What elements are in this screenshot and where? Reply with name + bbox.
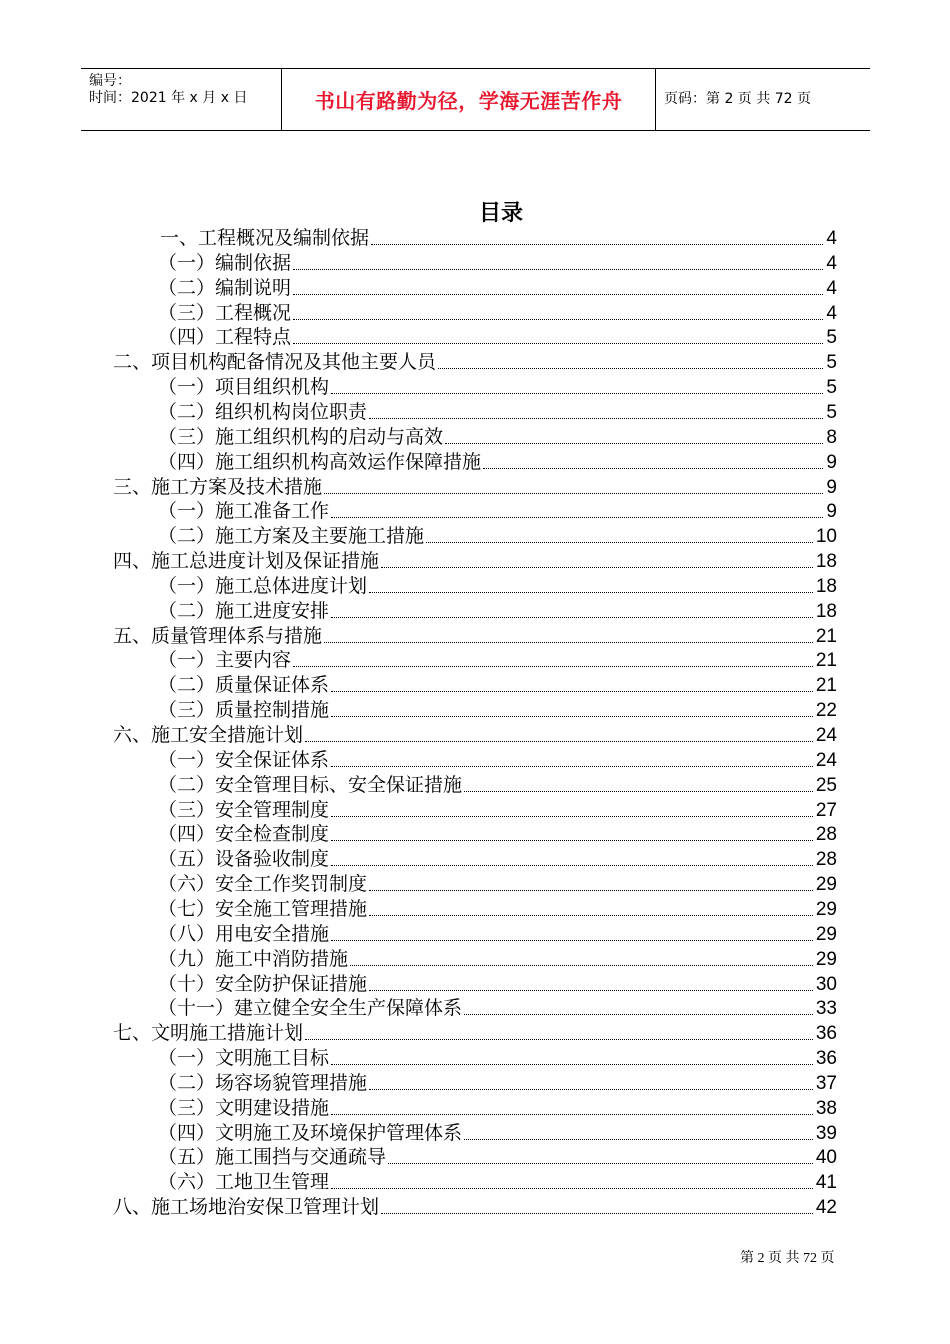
toc-entry-title: （二）场容场貌管理措施 <box>158 1071 368 1094</box>
toc-entry[interactable] <box>158 673 837 698</box>
toc-entry[interactable] <box>113 350 837 375</box>
toc-entry[interactable] <box>158 276 837 301</box>
toc-entry[interactable] <box>158 574 837 599</box>
toc-leader-dots <box>324 493 823 494</box>
toc-entry-title: （一）施工总体进度计划 <box>158 574 368 597</box>
header-motto-cell <box>282 69 655 130</box>
toc-entry-title: （二）施工方案及主要施工措施 <box>158 525 425 548</box>
toc-entry-title: （三）工程概况 <box>158 301 292 324</box>
toc-entry-page: 40 <box>815 1147 837 1169</box>
toc-entry-page: 29 <box>815 898 837 920</box>
toc-entry-page: 42 <box>815 1197 837 1219</box>
toc-entry-title: （二）组织机构岗位职责 <box>158 400 368 423</box>
toc-entry-page: 4 <box>826 252 837 274</box>
toc-entry[interactable] <box>158 1046 837 1071</box>
toc-entry-title: （三）质量控制措施 <box>158 699 330 722</box>
toc-leader-dots <box>331 393 823 394</box>
toc-entry[interactable] <box>158 251 837 276</box>
toc-entry-page: 4 <box>826 277 837 299</box>
toc-entry[interactable] <box>158 1096 837 1121</box>
toc-entry-title: （五）设备验收制度 <box>158 848 330 871</box>
toc-entry-page: 28 <box>815 849 837 871</box>
toc-entry[interactable] <box>158 972 837 997</box>
toc-leader-dots <box>388 1163 813 1164</box>
toc-leader-dots <box>381 1213 813 1214</box>
toc-entry[interactable] <box>158 798 837 823</box>
toc-entry-page: 28 <box>815 824 837 846</box>
toc-leader-dots <box>331 1064 813 1065</box>
toc-entry-page: 9 <box>826 476 837 498</box>
toc-entry-title: （四）文明施工及环境保护管理体系 <box>158 1121 463 1144</box>
toc-entry-page: 21 <box>815 650 837 672</box>
toc-entry-page: 5 <box>826 327 837 349</box>
toc-entry-title: （一）安全保证体系 <box>158 748 330 771</box>
toc-leader-dots <box>324 642 813 643</box>
toc-leader-dots <box>293 319 823 320</box>
toc-entry-title: （四）施工组织机构高效运作保障措施 <box>158 450 482 473</box>
toc-entry-title: 五、质量管理体系与措施 <box>113 624 323 647</box>
toc-entry[interactable] <box>158 698 837 723</box>
toc-entry-page: 8 <box>826 426 837 448</box>
toc-entry-title: （四）工程特点 <box>158 326 292 349</box>
toc-leader-dots <box>369 990 813 991</box>
toc-entry[interactable] <box>158 499 837 524</box>
toc-entry[interactable] <box>158 872 837 897</box>
header-page-cell <box>656 69 870 130</box>
toc-leader-dots <box>305 741 813 742</box>
header-meta-cell <box>81 69 281 130</box>
toc-entry[interactable] <box>158 847 837 872</box>
toc-entry[interactable] <box>113 723 837 748</box>
toc-entry[interactable] <box>158 773 837 798</box>
toc-leader-dots <box>369 890 813 891</box>
toc-entry[interactable] <box>158 524 837 549</box>
toc-entry-page: 39 <box>815 1122 837 1144</box>
toc-entry[interactable] <box>158 400 837 425</box>
toc-entry-title: （六）工地卫生管理 <box>158 1171 330 1194</box>
toc-entry-page: 30 <box>815 973 837 995</box>
toc-leader-dots <box>331 1114 813 1115</box>
toc-entry-page: 18 <box>815 575 837 597</box>
toc-entry[interactable] <box>113 1195 837 1220</box>
toc-entry-page: 9 <box>826 451 837 473</box>
toc-entry[interactable] <box>158 922 837 947</box>
header-page-label: 页码：第 2 页 共 72 页 <box>664 91 811 107</box>
toc-entry[interactable] <box>158 450 837 475</box>
toc-leader-dots <box>483 468 823 469</box>
toc-entry[interactable] <box>158 897 837 922</box>
toc-entry-title: 六、施工安全措施计划 <box>113 724 304 746</box>
toc-entry-title: （十一）建立健全安全生产保障体系 <box>158 997 463 1020</box>
toc-leader-dots <box>369 1089 813 1090</box>
toc-leader-dots <box>331 840 813 841</box>
toc-entry-title: （一）文明施工目标 <box>158 1047 330 1070</box>
toc-leader-dots <box>369 592 813 593</box>
toc-entry-page: 10 <box>815 526 837 548</box>
toc-entry-page: 4 <box>826 228 837 249</box>
toc-leader-dots <box>331 940 813 941</box>
toc-entry[interactable] <box>113 624 837 649</box>
toc-entry-title: （九）施工中消防措施 <box>158 947 349 970</box>
toc-leader-dots <box>331 716 813 717</box>
toc-leader-dots <box>305 1039 813 1040</box>
toc-entry-title: （二）施工进度安排 <box>158 599 330 622</box>
toc-entry[interactable] <box>158 1170 837 1195</box>
toc-entry[interactable] <box>158 996 837 1021</box>
toc-entry-page: 29 <box>815 874 837 896</box>
toc-entry-page: 41 <box>815 1172 837 1194</box>
toc-entry[interactable] <box>158 301 837 326</box>
toc-entry-title: 三、施工方案及技术措施 <box>113 475 323 498</box>
toc-entry-title: （三）文明建设措施 <box>158 1096 330 1119</box>
toc-leader-dots <box>293 666 813 667</box>
toc-entry-title: 四、施工总进度计划及保证措施 <box>113 550 380 573</box>
toc-entry-page: 38 <box>815 1097 837 1119</box>
toc-leader-dots <box>293 269 823 270</box>
toc-leader-dots <box>331 816 813 817</box>
toc-entry[interactable] <box>158 748 837 773</box>
toc-leader-dots <box>445 443 823 444</box>
toc-entry[interactable] <box>158 599 837 624</box>
toc-entry-title: 二、项目机构配备情况及其他主要人员 <box>113 351 437 374</box>
toc-entry-page: 5 <box>826 401 837 423</box>
toc-leader-dots <box>350 965 813 966</box>
toc-leader-dots <box>464 1014 813 1015</box>
toc-entry-page: 33 <box>815 998 837 1020</box>
toc-entry[interactable] <box>158 425 837 450</box>
toc-leader-dots <box>331 766 813 767</box>
toc-leader-dots <box>331 517 823 518</box>
toc-entry[interactable] <box>160 226 837 251</box>
page-footer: 第 2 页 共 72 页 <box>740 1251 835 1266</box>
toc-leader-dots <box>464 1139 813 1140</box>
toc-title: 目录 <box>478 201 523 226</box>
toc-entry-page: 25 <box>815 774 837 796</box>
page-header <box>81 68 870 131</box>
toc-entry-page: 24 <box>815 725 837 746</box>
toc-leader-dots <box>369 418 823 419</box>
toc-entry-page: 21 <box>815 625 837 647</box>
toc-entry-title: （十）安全防护保证措施 <box>158 972 368 995</box>
toc-entry-title: 一、工程概况及编制依据 <box>160 227 370 249</box>
toc-entry-page: 36 <box>815 1048 837 1070</box>
toc-entry-title: （五）施工围挡与交通疏导 <box>158 1146 387 1169</box>
toc-leader-dots <box>438 368 823 369</box>
toc-entry[interactable] <box>158 375 837 400</box>
toc-entry-title: （二）安全管理目标、安全保证措施 <box>158 773 463 796</box>
toc-entry-title: （二）编制说明 <box>158 276 292 299</box>
toc-entry-title: （一）主要内容 <box>158 649 292 672</box>
toc-leader-dots <box>331 617 813 618</box>
header-motto: 书山有路勤为径，学海无涯苦作舟 <box>314 89 623 113</box>
toc-leader-dots <box>331 1188 813 1189</box>
toc-entry-page: 29 <box>815 948 837 970</box>
toc-leader-dots <box>371 244 823 245</box>
toc-entry-title: （二）质量保证体系 <box>158 674 330 697</box>
toc-entry-page: 37 <box>815 1072 837 1094</box>
toc-entry[interactable] <box>158 1121 837 1146</box>
toc-entry-page: 29 <box>815 923 837 945</box>
toc-entry[interactable] <box>113 549 837 574</box>
toc-entry-title: （四）安全检查制度 <box>158 823 330 846</box>
toc-entry[interactable] <box>158 325 837 350</box>
toc-entry-page: 24 <box>815 749 837 771</box>
toc-entry-title: （三）施工组织机构的启动与高效 <box>158 425 444 448</box>
toc-leader-dots <box>426 542 813 543</box>
toc-entry[interactable] <box>113 1021 837 1046</box>
toc-leader-dots <box>381 567 813 568</box>
toc-entry-page: 18 <box>815 551 837 573</box>
toc-leader-dots <box>331 691 813 692</box>
toc-entry-page: 5 <box>826 377 837 399</box>
toc-leader-dots <box>369 915 813 916</box>
toc-entry-title: （一）编制依据 <box>158 251 292 274</box>
toc-entry-title: （一）项目组织机构 <box>158 376 330 399</box>
toc-leader-dots <box>331 865 813 866</box>
toc-entry[interactable] <box>158 1071 837 1096</box>
toc-entry-page: 4 <box>826 302 837 324</box>
toc-entry[interactable] <box>158 648 837 673</box>
toc-entry-title: （六）安全工作奖罚制度 <box>158 873 368 896</box>
toc-leader-dots <box>464 791 813 792</box>
toc-entry[interactable] <box>158 822 837 847</box>
toc-entry-title: （三）安全管理制度 <box>158 798 330 821</box>
toc-entry-title: （七）安全施工管理措施 <box>158 897 368 920</box>
toc-entry-title: （八）用电安全措施 <box>158 922 330 945</box>
toc-entry-page: 36 <box>815 1023 837 1045</box>
toc-entry[interactable] <box>113 475 837 500</box>
toc-entry-page: 22 <box>815 700 837 722</box>
toc-leader-dots <box>293 294 823 295</box>
document-time-label: 时间：2021 年 x 月 x 日 <box>89 90 248 106</box>
toc-entry-page: 5 <box>826 352 837 374</box>
toc-entry-page: 21 <box>815 675 837 697</box>
toc-leader-dots <box>293 343 823 344</box>
toc-entry-page: 18 <box>815 600 837 622</box>
document-number-label: 编号： <box>89 73 131 89</box>
toc-entry-page: 9 <box>826 501 837 523</box>
toc-entry[interactable] <box>158 1145 837 1170</box>
toc-entry[interactable] <box>158 947 837 972</box>
toc-entry-title: 七、文明施工措施计划 <box>113 1022 304 1045</box>
toc-entry-title: 八、施工场地治安保卫管理计划 <box>113 1196 380 1219</box>
toc-entry-page: 27 <box>815 799 837 821</box>
toc-entry-title: （一）施工准备工作 <box>158 500 330 523</box>
